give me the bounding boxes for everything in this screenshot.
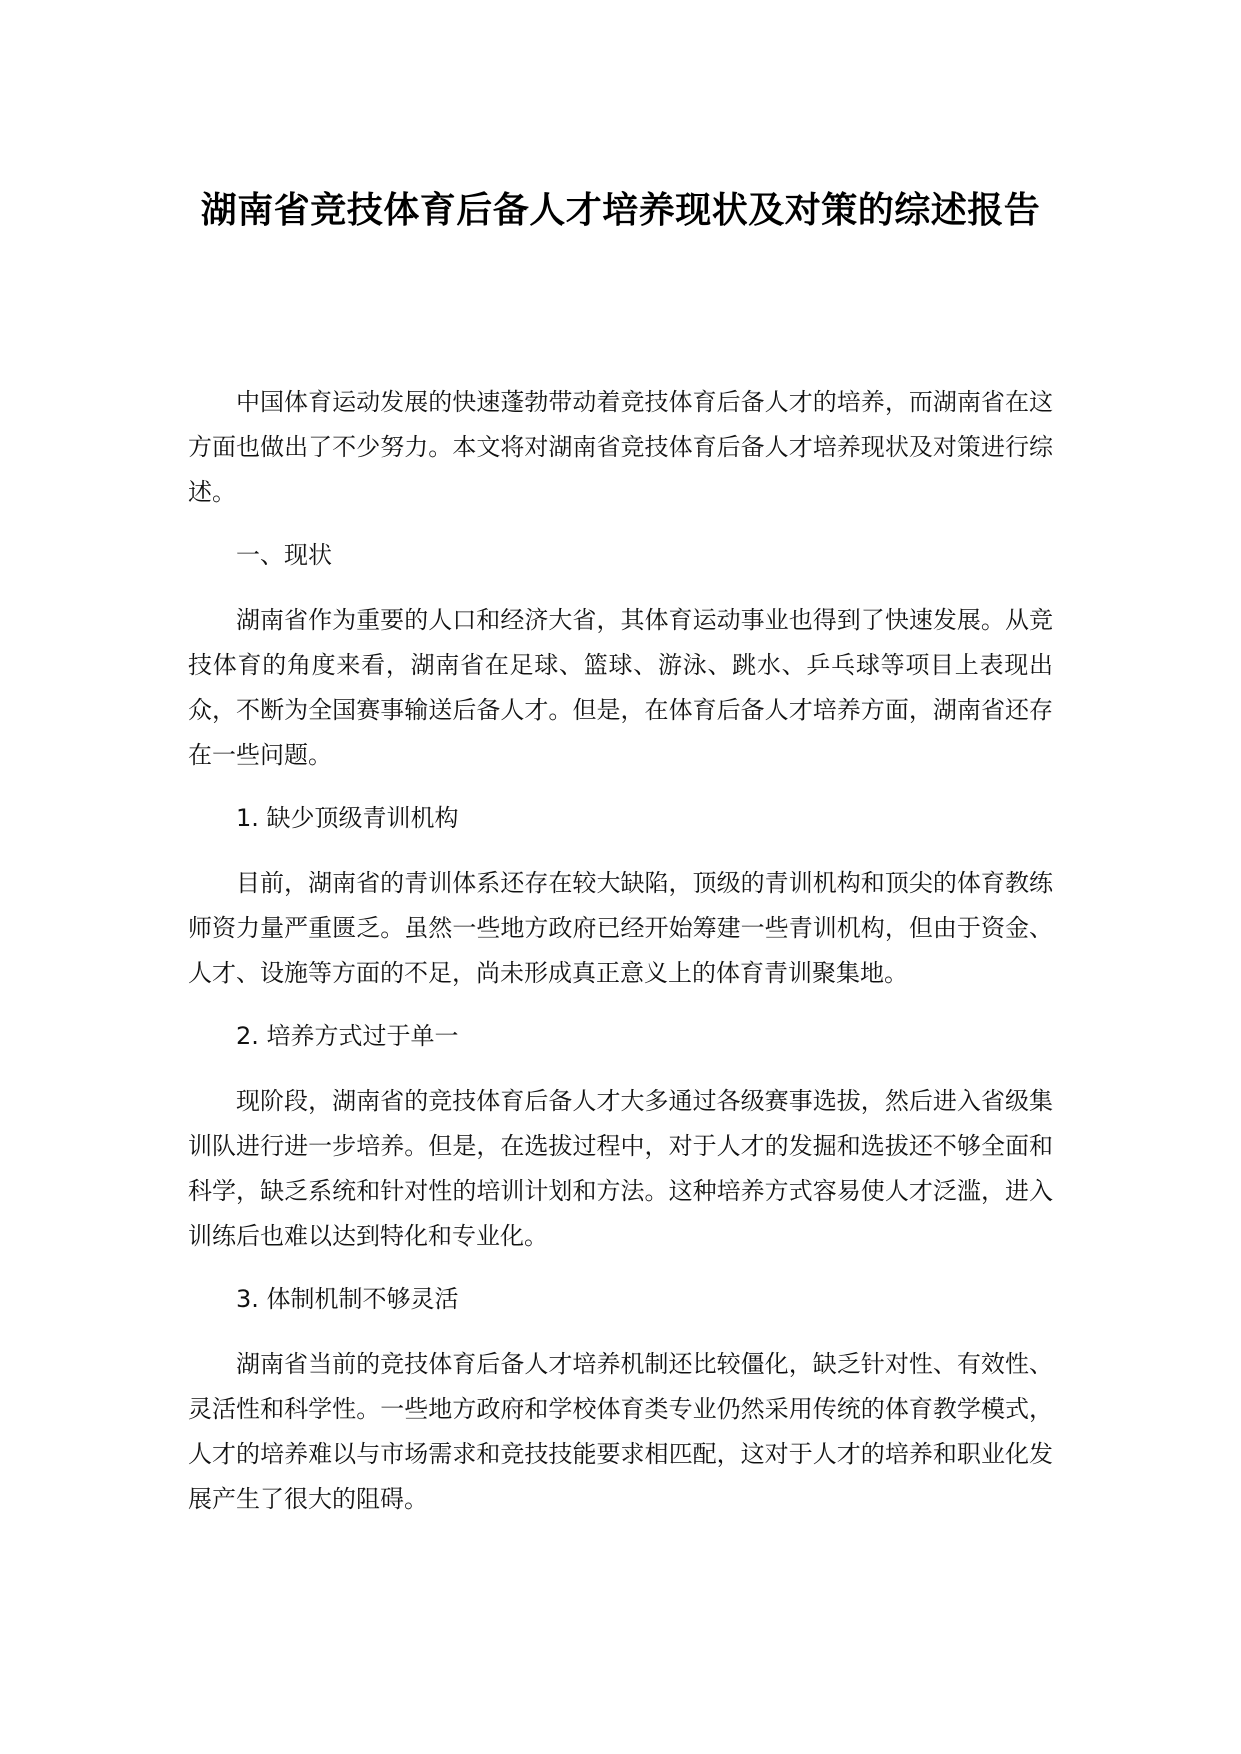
document-body — [188, 380, 1053, 1540]
subsection-paragraph-2: 现阶段，湖南省的竞技体育后备人才大多通过各级赛事选拔，然后进入省级集训队进行进一步培养。但是，在选拔过程中，对于人才的发掘和选拔还不够全面和科学，缺乏系统和针对性的培训计划和方法。这种培养方式容易使人才泛滥，进入训练后也难以达到特化和专业化。 — [188, 1087, 1053, 1250]
document-title: 湖南省竞技体育后备人才培养现状及对策的综述报告 — [200, 190, 1041, 231]
subsection-heading-1: 1. 缺少顶级青训机构 — [236, 804, 459, 832]
intro-paragraph: 中国体育运动发展的快速蓬勃带动着竞技体育后备人才的培养，而湖南省在这方面也做出了不少努力。本文将对湖南省竞技体育后备人才培养现状及对策进行综述。 — [188, 388, 1053, 506]
section-heading-status: 一、现状 — [236, 541, 332, 569]
subsection-heading-2: 2. 培养方式过于单一 — [236, 1022, 459, 1050]
subsection-paragraph-3: 湖南省当前的竞技体育后备人才培养机制还比较僵化，缺乏针对性、有效性、灵活性和科学性。一些地方政府和学校体育类专业仍然采用传统的体育教学模式，人才的培养难以与市场需求和竞技技能要求相匹配，这对于人才的培养和职业化发展产生了很大的阻碍。 — [188, 1350, 1053, 1513]
status-paragraph: 湖南省作为重要的人口和经济大省，其体育运动事业也得到了快速发展。从竞技体育的角度来看，湖南省在足球、篮球、游泳、跳水、乒乓球等项目上表现出众，不断为全国赛事输送后备人才。但是，在体育后备人才培养方面，湖南省还存在一些问题。 — [188, 606, 1053, 769]
subsection-heading-3: 3. 体制机制不够灵活 — [236, 1285, 459, 1313]
subsection-paragraph-1: 目前，湖南省的青训体系还存在较大缺陷，顶级的青训机构和顶尖的体育教练师资力量严重匮乏。虽然一些地方政府已经开始筹建一些青训机构，但由于资金、人才、设施等方面的不足，尚未形成真正意义上的体育青训聚集地。 — [188, 869, 1053, 987]
